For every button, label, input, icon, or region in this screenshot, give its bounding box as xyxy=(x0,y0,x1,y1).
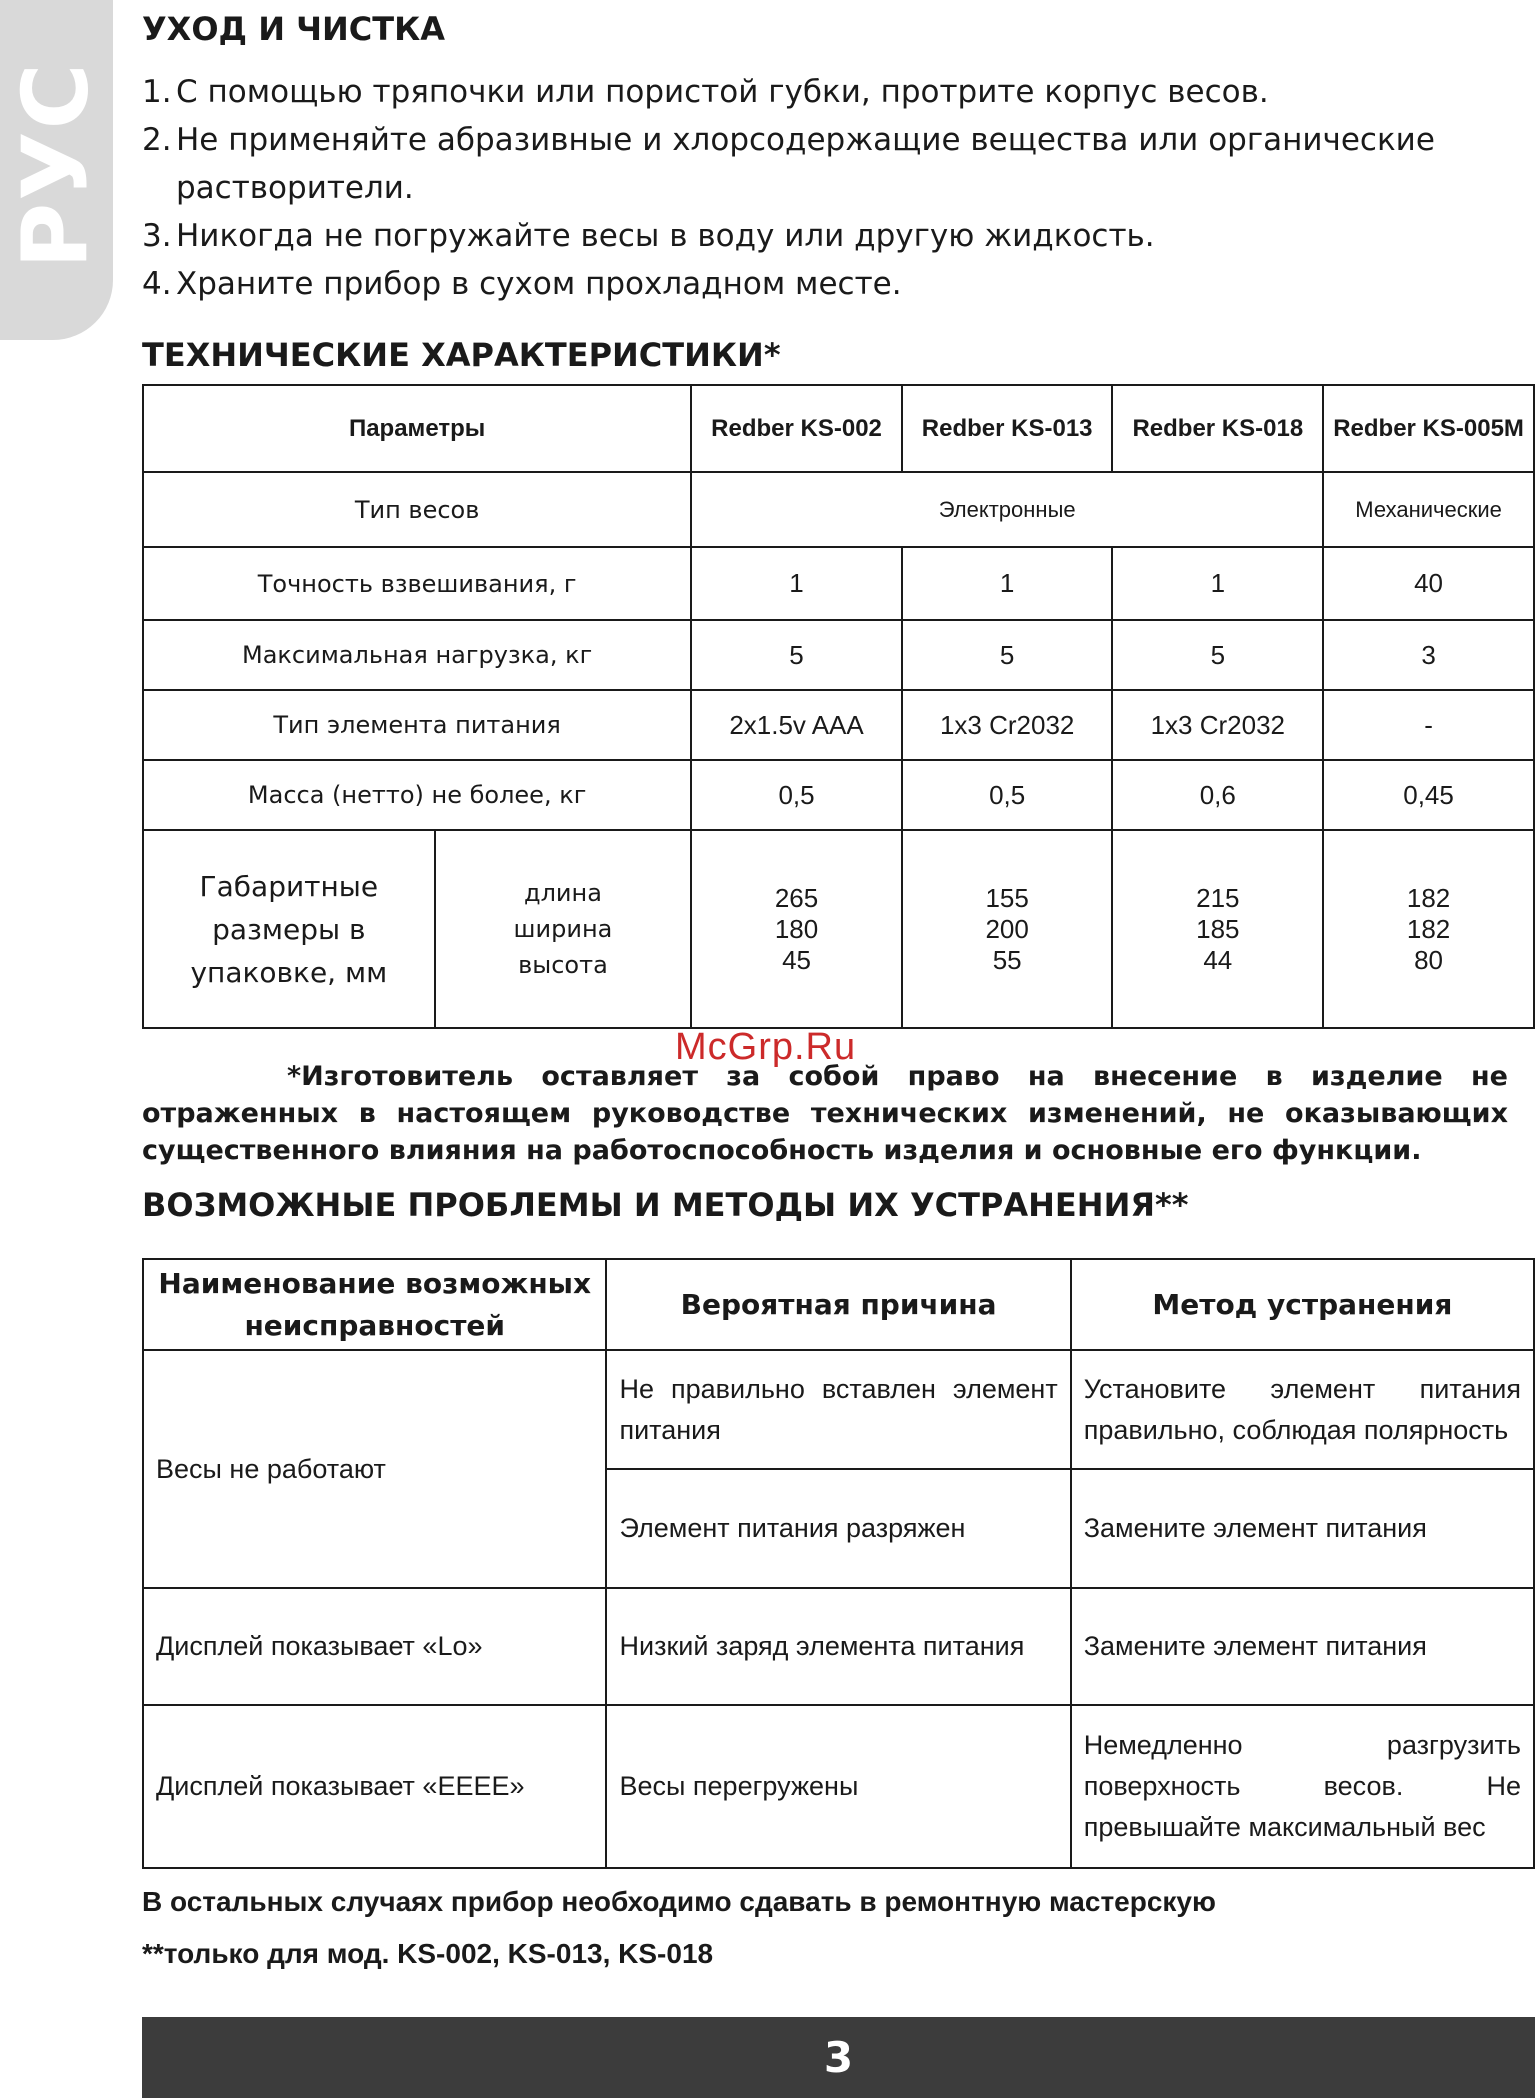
list-item: 2. Не применяйте абразивные и хлорсодержащие вещества или органические растворители. xyxy=(142,122,1435,206)
model-header: Redber KS-005M xyxy=(1323,385,1534,472)
list-item: 3. Никогда не погружайте весы в воду или другую жидкость. xyxy=(142,218,1155,254)
fault-header: Наименование возможных неисправностей xyxy=(143,1259,606,1350)
specs-heading: ТЕХНИЧЕСКИЕ ХАРАКТЕРИСТИКИ* xyxy=(142,336,781,374)
table-row: Максимальная нагрузка, кг 5 5 5 3 xyxy=(143,620,1534,690)
cause-header: Вероятная причина xyxy=(606,1259,1070,1350)
table-row: Элемент питания разряжен Замените элемент питания xyxy=(143,1469,1534,1588)
table-row: Весы не работают Не правильно вставлен элемент питания Установите элемент питания правильно, соблюдая полярность xyxy=(143,1350,1534,1469)
language-side-tab xyxy=(0,0,113,340)
dims-label: Габаритные размеры в упаковке, мм xyxy=(143,830,435,1028)
table-header-row xyxy=(143,385,1534,472)
dims-cell: 265 180 45 xyxy=(691,830,902,1028)
model-header: Redber KS-013 xyxy=(902,385,1113,472)
table-row: Точность взвешивания, г 1 1 1 40 xyxy=(143,547,1534,620)
trouble-heading: ВОЗМОЖНЫЕ ПРОБЛЕМЫ И МЕТОДЫ ИХ УСТРАНЕНИЯ** xyxy=(142,1186,1189,1224)
table-row: Тип элемента питания 2x1.5v AAA 1x3 Cr2032 1x3 Cr2032 - xyxy=(143,690,1534,760)
dims-sublabels: длина ширина высота xyxy=(435,830,692,1028)
list-item: 4. Храните прибор в сухом прохладном месте. xyxy=(142,266,902,302)
language-label: РУС xyxy=(3,61,109,269)
table-row xyxy=(143,830,1534,1028)
table-row: Тип весов Электронные Механические xyxy=(143,472,1534,547)
table-row: Дисплей показывает «Lo» Низкий заряд элемента питания Замените элемент питания xyxy=(143,1588,1534,1705)
care-list xyxy=(142,68,1512,308)
dims-cell: 215 185 44 xyxy=(1112,830,1323,1028)
page-number-bar xyxy=(142,2017,1535,2098)
model-header: Redber KS-002 xyxy=(691,385,902,472)
list-item: 1. С помощью тряпочки или пористой губки, протрите корпус весов. xyxy=(142,74,1269,110)
troubleshooting-table xyxy=(142,1258,1535,1869)
manufacturer-note: *Изготовитель оставляет за собой право на внесение в изделие не отраженных в настоящем руководстве технических изменений, не оказывающих существенного влияния на работоспособность изделия и основные его функции. xyxy=(142,1061,1508,1166)
page-number: 3 xyxy=(823,2033,854,2082)
models-note: **только для мод. KS-002, KS-013, KS-018 xyxy=(142,1938,714,1969)
table-row: Масса (нетто) не более, кг 0,5 0,5 0,6 0,45 xyxy=(143,760,1534,830)
specs-table xyxy=(142,384,1535,1029)
watermark: McGrp.Ru xyxy=(675,1026,857,1068)
fix-header: Метод устранения xyxy=(1071,1259,1534,1350)
model-header: Redber KS-018 xyxy=(1112,385,1323,472)
param-header: Параметры xyxy=(143,385,691,472)
care-heading: УХОД И ЧИСТКА xyxy=(142,10,445,48)
table-header-row xyxy=(143,1259,1534,1350)
table-row: Дисплей показывает «EEEE» Весы перегружены Немедленно разгрузить поверхность весов. Не превышайте максимальный вес xyxy=(143,1705,1534,1868)
dims-cell: 155 200 55 xyxy=(902,830,1113,1028)
repair-note: В остальных случаях прибор необходимо сдавать в ремонтную мастерскую xyxy=(142,1886,1216,1917)
dims-cell: 182 182 80 xyxy=(1323,830,1534,1028)
